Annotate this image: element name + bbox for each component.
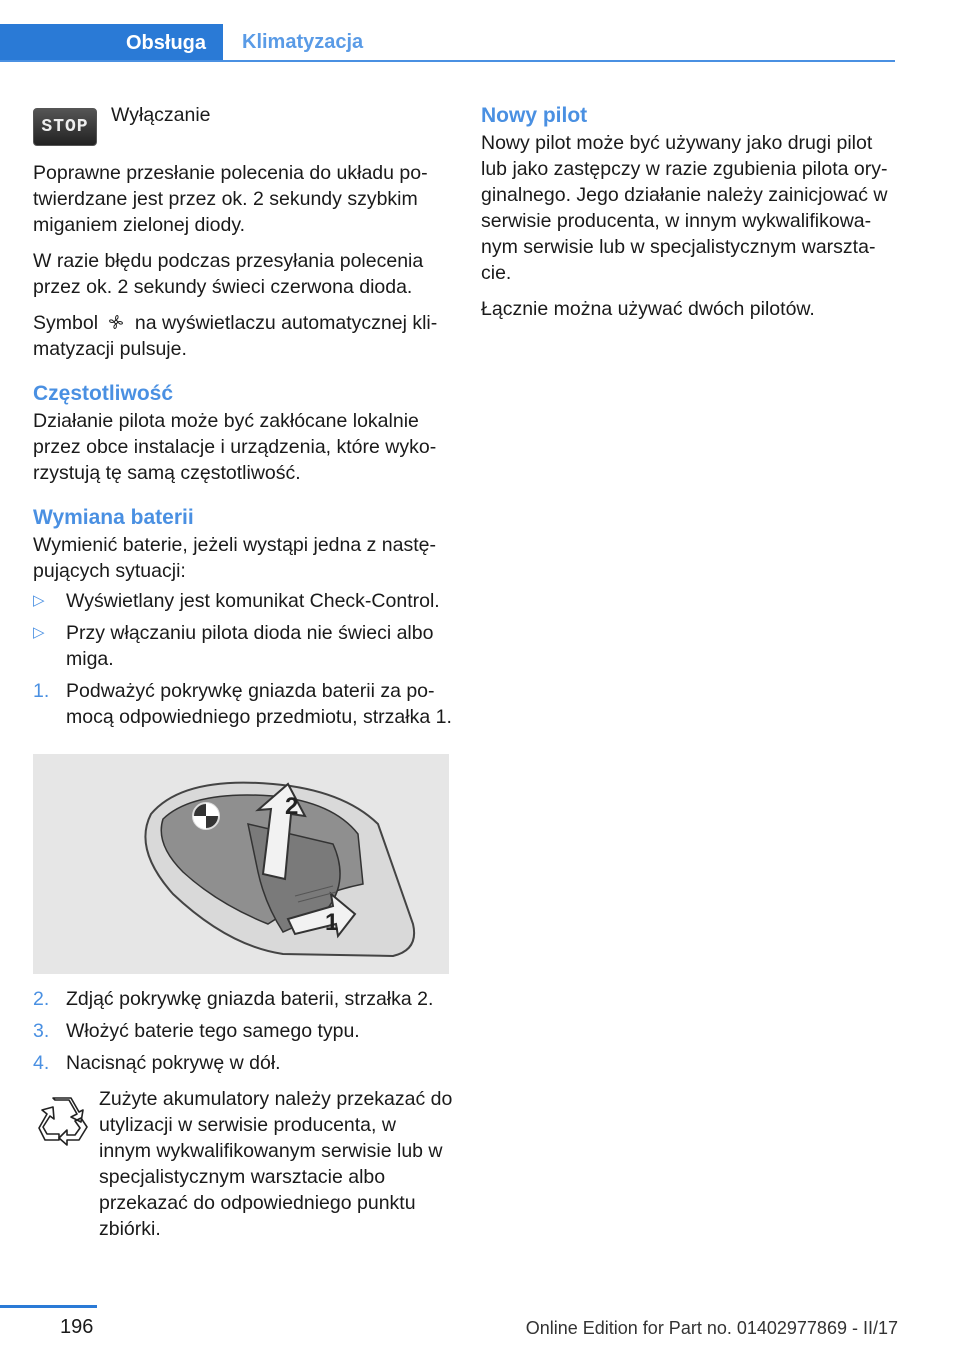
- step-text: Zdjąć pokrywkę gniazda baterii, strzałka 2.: [66, 988, 434, 1010]
- heading-new-remote: Nowy pilot: [481, 104, 588, 127]
- stop-row: [33, 100, 453, 146]
- step-text: Podważyć pokrywkę gniazda baterii za pomocą odpowiedniego przedmiotu, strzałka 1.: [66, 680, 452, 728]
- footer-rule: [0, 1305, 97, 1308]
- tab-klimatyzacja[interactable]: Klimatyzacja: [242, 30, 364, 53]
- paragraph-confirmation: Poprawne przesłanie polecenia do układu potwierdzane jest przez ok. 2 sekundy szybkim miganiem zielonej diody.: [33, 162, 428, 236]
- paragraph-two-remotes: Łącznie można używać dwóch pilotów.: [481, 298, 815, 320]
- step-item: [33, 986, 453, 1012]
- list-item: [33, 588, 453, 614]
- step-number: 1.: [33, 680, 50, 702]
- list-item-text: Wyświetlany jest komunikat Check-Control.: [66, 590, 440, 612]
- list-item-text: Przy włączaniu pilota dioda nie świeci albo miga.: [66, 622, 434, 670]
- recycle-text: Zużyte akumulatory należy przekazać do utylizacji w serwisie producenta, w innym wykwalifikowanym serwisie lub w specjalistycznym warsztacie albo przekazać do odpowiedniego punktu zbiórki.: [99, 1088, 453, 1240]
- heading-battery: Wymiana baterii: [33, 506, 194, 529]
- step-number: 4.: [33, 1052, 50, 1074]
- recycle-icon: [33, 1094, 91, 1242]
- step-number: 3.: [33, 1020, 50, 1042]
- paragraph-symbol: [33, 310, 453, 362]
- step-text: Nacisnąć pokrywę w dół.: [66, 1052, 281, 1074]
- paragraph-new-remote: Nowy pilot może być używany jako drugi pilot lub jako zastępczy w razie zgubienia pilota oryginalnego. Jego działanie należy zainicjować w serwisie producenta, w innym wykwalifikowanym serwisie lub w specjalistycznym warsztacie.: [481, 132, 888, 284]
- right-column: [481, 100, 896, 332]
- section-battery: [33, 504, 453, 1242]
- symbol-text-after: na wyświetlaczu automatycznej klimatyzacji pulsuje.: [33, 312, 438, 360]
- step-item: [33, 678, 453, 730]
- header-tabs: [0, 24, 895, 62]
- key-fob-illustration: [33, 754, 449, 974]
- header-rule: [0, 60, 895, 62]
- step-text: Włożyć baterie tego samego typu.: [66, 1020, 360, 1042]
- step-item: [33, 1050, 453, 1076]
- step-item: [33, 1018, 453, 1044]
- figure-label-1: 1: [325, 909, 339, 936]
- fan-icon: [103, 310, 129, 336]
- triangle-bullet-icon: ▷: [33, 624, 45, 641]
- page-number: 196: [60, 1316, 94, 1338]
- figure-label-2: 2: [285, 793, 299, 820]
- left-column: [33, 100, 453, 1242]
- heading-frequency: Częstotliwość: [33, 382, 174, 405]
- stop-caption: Wyłączanie: [111, 104, 211, 126]
- paragraph-battery-intro: Wymienić baterie, jeżeli wystąpi jedna z następujących sytuacji:: [33, 534, 437, 582]
- recycle-note: [33, 1086, 453, 1242]
- step-number: 2.: [33, 988, 50, 1010]
- paragraph-error: W razie błędu podczas przesyłania polecenia przez ok. 2 sekundy świeci czerwona dioda.: [33, 250, 424, 298]
- stop-button-icon: STOP: [33, 108, 97, 146]
- symbol-text-before: Symbol: [33, 312, 99, 334]
- battery-steps-list: [33, 986, 453, 1076]
- list-item: [33, 620, 453, 672]
- battery-conditions-list: [33, 588, 453, 730]
- paragraph-frequency: Działanie pilota może być zakłócane lokalnie przez obce instalacje i urządzenia, które wykorzystują tę samą częstotliwość.: [33, 410, 437, 484]
- tab-obsluga[interactable]: Obsługa: [0, 24, 223, 62]
- section-frequency: [33, 380, 453, 486]
- triangle-bullet-icon: ▷: [33, 592, 45, 609]
- edition-note: Online Edition for Part no. 01402977869 - II/17: [525, 1318, 898, 1338]
